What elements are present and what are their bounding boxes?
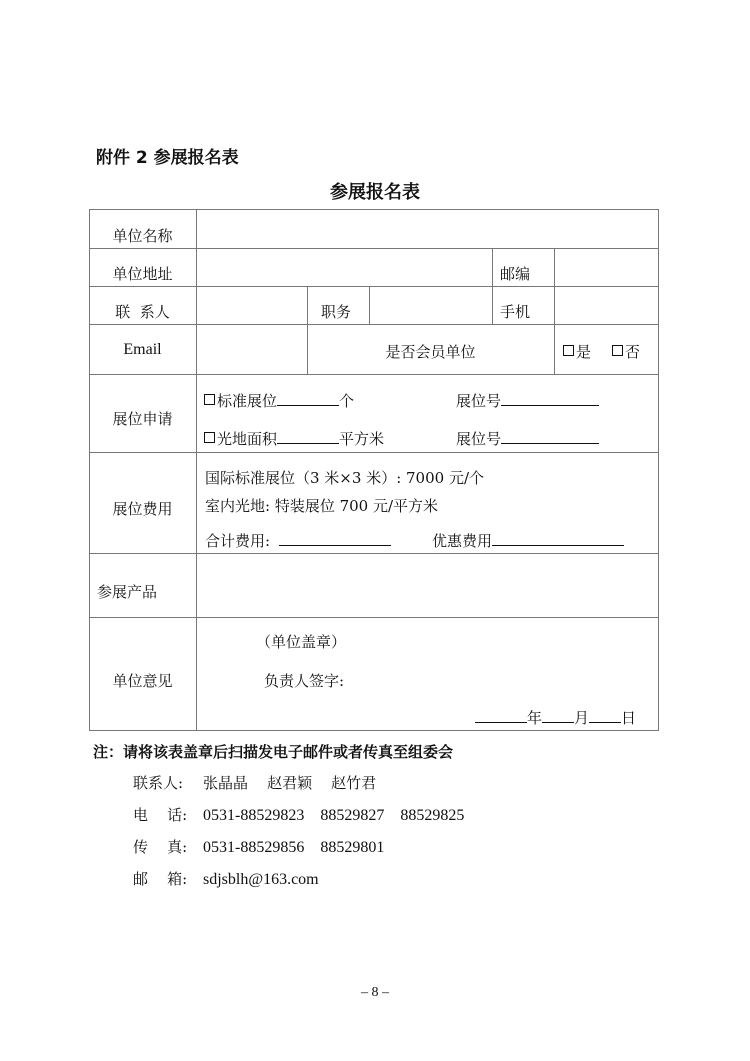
fax-key: 传 真: bbox=[133, 838, 188, 856]
member-yes-option[interactable] bbox=[563, 341, 591, 362]
stamp-text: （单位盖章） bbox=[256, 633, 347, 651]
member-no-text: 否 bbox=[625, 343, 641, 361]
row-divider bbox=[90, 617, 658, 618]
page-number: – 8 – bbox=[361, 985, 389, 1000]
email-key: 邮 箱: bbox=[133, 870, 188, 888]
fee-line-standard: 国际标准展位（3 米×3 米）: 7000 元/个 bbox=[205, 469, 485, 487]
member-no-option[interactable] bbox=[612, 341, 640, 362]
contact-row bbox=[133, 772, 376, 793]
raw-booth-no-line bbox=[456, 428, 599, 449]
fee-line-raw: 室内光地: 特装展位 700 元/平方米 bbox=[205, 497, 439, 515]
form-title bbox=[0, 178, 750, 204]
row-divider bbox=[90, 452, 658, 453]
booth-apply-label: 展位申请 bbox=[112, 410, 173, 428]
email-label: Email bbox=[123, 341, 162, 358]
raw-space-text: 光地面积 bbox=[217, 430, 278, 448]
discount-fee-blank[interactable] bbox=[492, 531, 624, 546]
opinion-label: 单位意见 bbox=[112, 672, 173, 690]
position-input[interactable] bbox=[373, 288, 492, 324]
col-divider bbox=[492, 248, 493, 324]
total-fee-blank[interactable] bbox=[279, 531, 391, 546]
row-divider bbox=[90, 286, 658, 287]
fax-value: 0531-88529856 88529801 bbox=[203, 839, 385, 856]
signature-label: 负责人签字: bbox=[264, 672, 345, 690]
standard-booth-line bbox=[204, 390, 354, 411]
contact-input[interactable] bbox=[200, 288, 308, 324]
checkbox-no[interactable] bbox=[612, 345, 623, 356]
postcode-input[interactable] bbox=[558, 250, 660, 286]
member-yes-text: 是 bbox=[576, 343, 592, 361]
contact-label: 联 系人 bbox=[115, 303, 170, 321]
month-blank[interactable] bbox=[542, 708, 574, 723]
phone-key: 电 话: bbox=[133, 806, 188, 824]
standard-unit: 个 bbox=[339, 392, 355, 410]
note-heading: 注：请将该表盖章后扫描发电子邮件或者传真至组委会 bbox=[93, 743, 454, 761]
booth-fee-label: 展位费用 bbox=[112, 500, 173, 518]
row-divider bbox=[90, 374, 658, 375]
row-divider bbox=[90, 553, 658, 554]
date-line bbox=[475, 707, 636, 728]
standard-booth-no-line bbox=[456, 390, 599, 411]
raw-booth-no-blank[interactable] bbox=[501, 429, 599, 444]
standard-count-blank[interactable] bbox=[277, 391, 339, 406]
raw-unit: 平方米 bbox=[339, 430, 385, 448]
products-label: 参展产品 bbox=[97, 583, 158, 601]
email-input[interactable] bbox=[200, 326, 308, 373]
day-blank[interactable] bbox=[589, 708, 621, 723]
unit-name-input[interactable] bbox=[200, 212, 659, 248]
phone-value: 0531-88529823 88529827 88529825 bbox=[203, 807, 465, 824]
position-label: 职务 bbox=[321, 303, 352, 321]
standard-booth-checkbox[interactable] bbox=[204, 394, 215, 405]
month-label: 月 bbox=[574, 709, 590, 727]
discount-fee-line bbox=[432, 530, 624, 551]
unit-address-label: 单位地址 bbox=[112, 265, 173, 283]
total-fee-line bbox=[205, 530, 391, 551]
col-divider bbox=[196, 210, 197, 730]
raw-space-line bbox=[204, 428, 384, 449]
row-divider bbox=[90, 324, 658, 325]
member-label: 是否会员单位 bbox=[385, 343, 476, 361]
unit-name-label: 单位名称 bbox=[112, 227, 173, 245]
col-divider bbox=[554, 248, 555, 374]
contact-key: 联系人: bbox=[133, 774, 184, 792]
booth-no-label: 展位号 bbox=[456, 430, 502, 448]
raw-area-blank[interactable] bbox=[277, 429, 339, 444]
attachment-title: 附件 2 参展报名表 bbox=[96, 148, 239, 168]
standard-booth-text: 标准展位 bbox=[217, 392, 278, 410]
fax-row bbox=[133, 836, 384, 857]
row-divider bbox=[90, 248, 658, 249]
discount-fee-label: 优惠费用 bbox=[432, 532, 493, 550]
postcode-label: 邮编 bbox=[500, 265, 531, 283]
standard-booth-no-blank[interactable] bbox=[501, 391, 599, 406]
checkbox-yes[interactable] bbox=[563, 345, 574, 356]
form-title-text: 参展报名表 bbox=[330, 182, 420, 203]
phone-row bbox=[133, 804, 464, 825]
mobile-label: 手机 bbox=[500, 303, 531, 321]
year-label: 年 bbox=[527, 709, 543, 727]
unit-address-input[interactable] bbox=[200, 250, 492, 286]
total-fee-label: 合计费用: bbox=[205, 532, 271, 550]
contact-names: 张晶晶 赵君颖 赵竹君 bbox=[203, 774, 377, 792]
year-blank[interactable] bbox=[475, 708, 527, 723]
email-value[interactable]: sdjsblh@163.com bbox=[203, 871, 319, 888]
day-label: 日 bbox=[621, 709, 637, 727]
raw-space-checkbox[interactable] bbox=[204, 432, 215, 443]
booth-no-label: 展位号 bbox=[456, 392, 502, 410]
col-divider bbox=[369, 286, 370, 324]
mobile-input[interactable] bbox=[558, 288, 660, 324]
products-input[interactable] bbox=[200, 556, 659, 617]
email-row bbox=[133, 868, 319, 889]
